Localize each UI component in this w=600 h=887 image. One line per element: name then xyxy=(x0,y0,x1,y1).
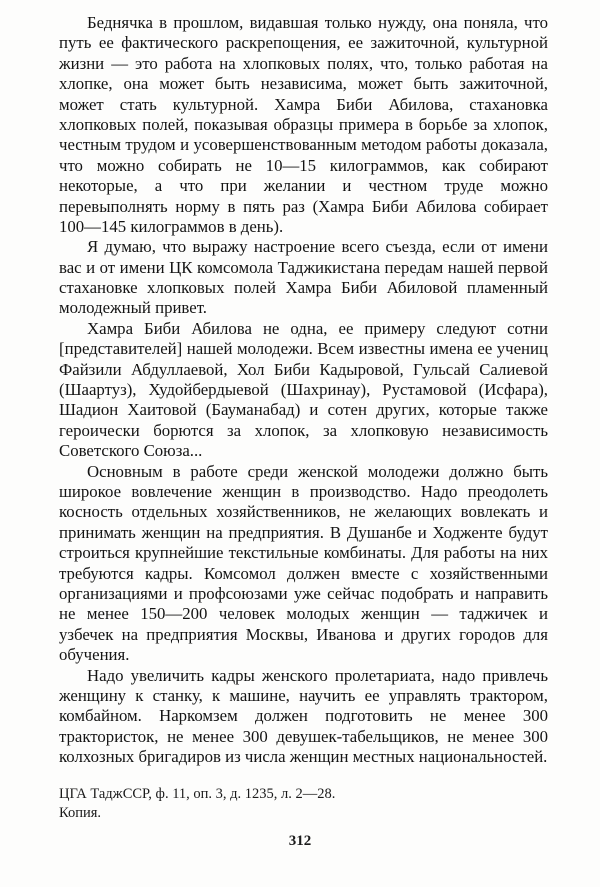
paragraph-3: Хамра Биби Абилова не одна, ее примеру следуют сотни [представителей] нашей молодежи. Всем известны имена ее учениц Файзили Абдуллаевой, Хол Биби Кадыровой, Гульсай Салиевой (Шаартуз), Худойбердыевой (Шахринау), Рустамовой (Исфара), Шадион Хаитовой (Бауманабад) и сотен других, которые также героически борются за хлопок, за хлопковую независимость Советского Союза... xyxy=(59,318,548,461)
page-number: 312 xyxy=(288,833,312,849)
body-text xyxy=(59,13,548,767)
paragraph-1: Беднячка в прошлом, видавшая только нужду, она поняла, что путь ее фактического раскрепощения, ее зажиточной, культурной жизни — это работа на хлопковых полях, что, только работая на хлопке, она может быть независима, может быть зажиточной, может стать культурной. Хамра Биби Абилова, стахановка хлопковых полей, показывая образцы примера в борьбе за хлопок, честным трудом и усовершенствованным методом работы доказала, что можно собирать не 10—15 килограммов, как собирают некоторые, а что при желании и честном труде можно перевыполнять норму в пять раз (Хамра Биби Абилова собирает 100—145 килограммов в день). xyxy=(59,13,548,236)
archive-reference: ЦГА ТаджССР, ф. 11, оп. 3, д. 1235, л. 2—28. xyxy=(59,786,336,802)
copy-note: Копия. xyxy=(59,805,102,821)
paragraph-5: Надо увеличить кадры женского пролетариата, надо привлечь женщину к станку, к машине, научить ее управлять трактором, комбайном. Наркомзем должен подготовить не менее 300 трактористок, не менее 300 девушек-табельщиков, не менее 300 колхозных бригадиров из числа женщин местных национальностей. xyxy=(59,665,548,767)
source-citation xyxy=(59,785,548,823)
paragraph-2: Я думаю, что выражу настроение всего съезда, если от имени вас и от имени ЦК комсомола Таджикистана передам нашей первой стахановке хлопковых полей Хамра Биби Абиловой пламенный молодежный привет. xyxy=(59,237,548,318)
paragraph-4: Основным в работе среди женской молодежи должно быть широкое вовлечение женщин в производство. Надо преодолеть косность отдельных хозяйственников, не желающих вовлекать и принимать женщин на предприятия. В Душанбе и Ходженте будут строиться крупнейшие текстильные комбинаты. Для работы на них требуются кадры. Комсомол должен вместе с хозяйственными организациями и профсоюзами уже сейчас подобрать и направить не менее 150—200 человек молодых женщин — таджичек и узбечек на предприятия Москвы, Иванова и других городов для обучения. xyxy=(59,461,548,665)
